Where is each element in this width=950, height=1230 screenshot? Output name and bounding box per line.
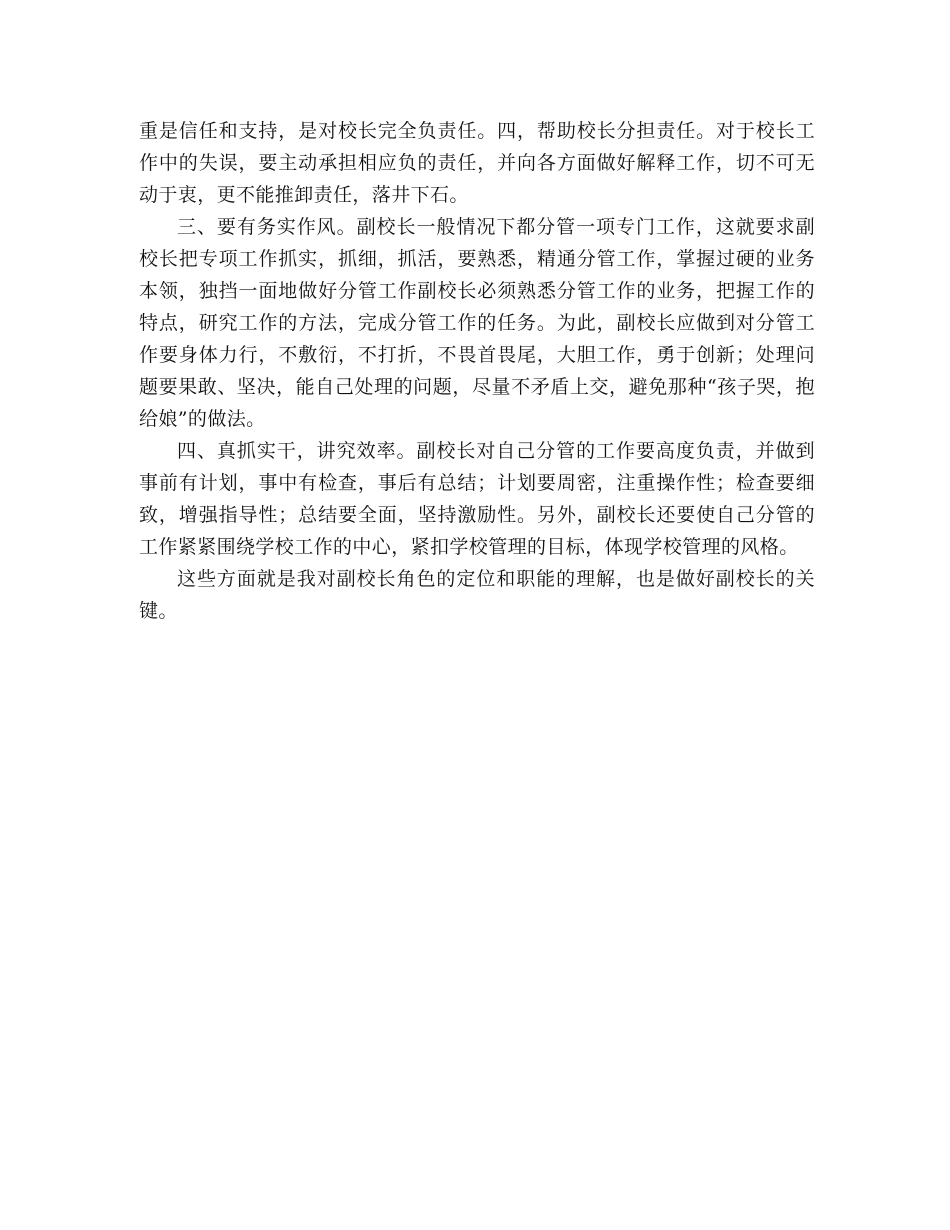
- paragraph-section-four: 四、真抓实干，讲究效率。副校长对自己分管的工作要高度负责，并做到事前有计划，事中有检查，事后有总结；计划要周密，注重操作性；检查要细致，增强指导性；总结要全面，坚持激励性。另外，副校长还要使自己分管的工作紧紧围绕学校工作的中心，紧扣学校管理的目标，体现学校管理的风格。: [139, 440, 815, 558]
- paragraph-conclusion: 这些方面就是我对副校长角色的定位和职能的理解，也是做好副校长的关键。: [139, 568, 815, 622]
- paragraph-section-three: 三、要有务实作风。副校长一般情况下都分管一项专门工作，这就要求副校长把专项工作抓实，抓细，抓活，要熟悉，精通分管工作，掌握过硬的业务本领，独挡一面地做好分管工作副校长必须熟悉分管工作的业务，把握工作的特点，研究工作的方法，完成分管工作的任务。为此，副校长应做到对分管工作要身体力行，不敷衍，不打折，不畏首畏尾，大胆工作，勇于创新；处理问题要果敢、坚决，能自己处理的问题，尽量不矛盾上交，避免那种“孩子哭，抱给娘”的做法。: [139, 216, 815, 430]
- paragraph-continuation: 重是信任和支持，是对校长完全负责任。四，帮助校长分担责任。对于校长工作中的失误，要主动承担相应负的责任，并向各方面做好解释工作，切不可无动于衷，更不能推卸责任，落井下石。: [139, 120, 815, 206]
- document-body: [139, 115, 815, 627]
